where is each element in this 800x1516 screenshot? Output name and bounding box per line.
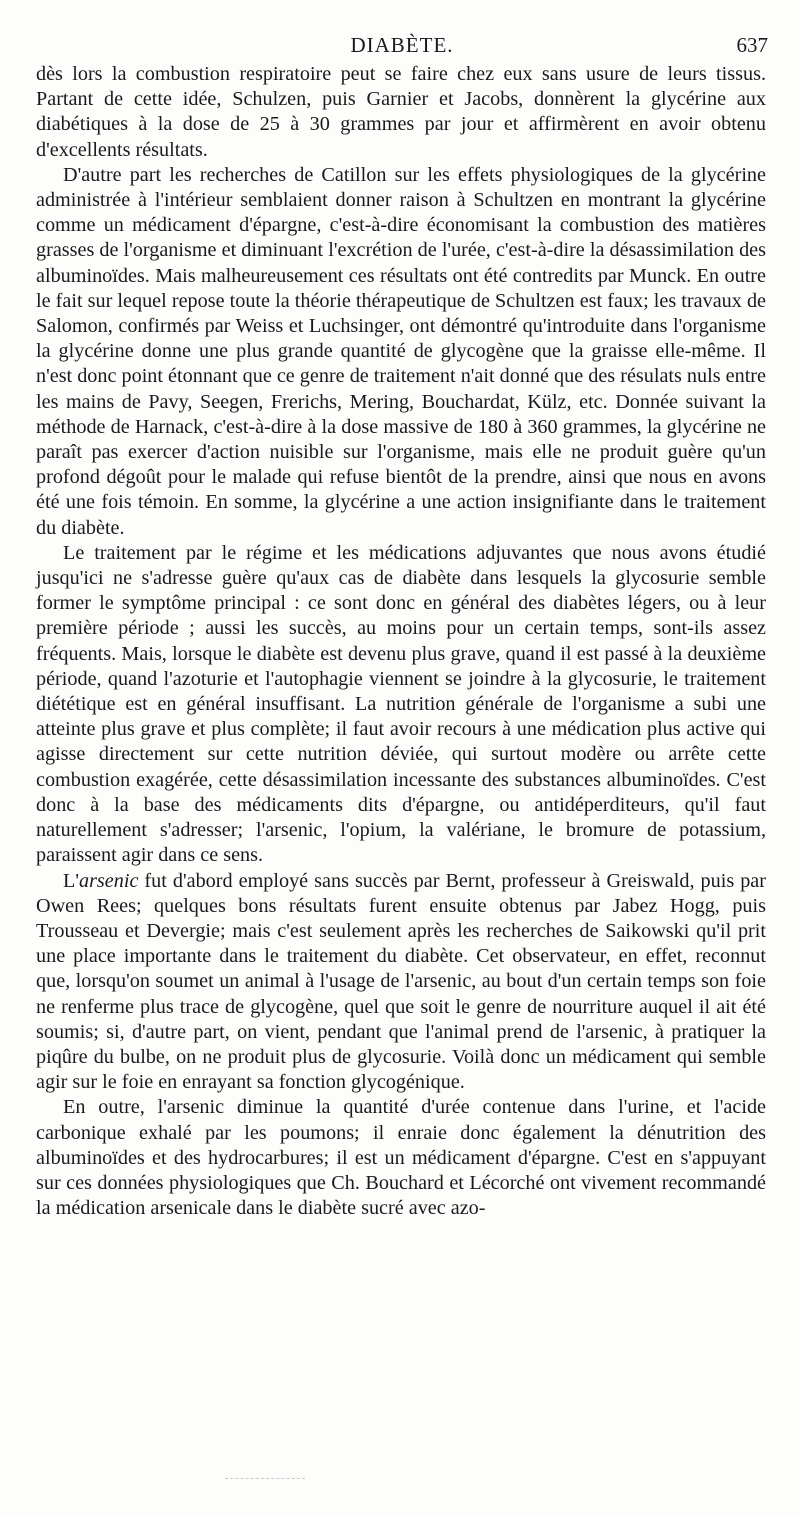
page-number: 637	[736, 33, 768, 57]
paragraph-traitement: Le traitement par le régime et les médications adjuvantes que nous avons étudié jusqu'ici ne s'adresse guère qu'aux cas de diabète dans lesquels la glycosurie semble former le symptôme principal : ce sont donc en général des diabètes légers, ou à leur première période ; aussi les succès, au moins pour un certain temps, sont-ils assez fréquents. Mais, lorsque le diabète est devenu plus grave, quand il est passé à la deuxième période, quand l'azoturie et l'autophagie viennent se joindre à la glycosurie, le traitement diététique est en général insuffisant. La nutrition générale de l'organisme a subi une atteinte plus grave et plus complète; il faut avoir recours à une médication plus active qui agisse directement sur cette nutrition déviée, qui surtout modère ou arrête cette combustion exagérée, cette désassimilation incessante des substances albuminoïdes. C'est donc à la base des médicaments dits d'épargne, ou antidéperditeurs, qu'il faut naturellement s'adresser; l'arsenic, l'opium, la valériane, le bromure de potassium, paraissent agir dans ce sens.	[36, 541, 766, 867]
paragraph-continuation: dès lors la combustion respiratoire peut se faire chez eux sans usure de leurs tissus. Partant de cette idée, Schulzen, puis Garnier et Jacobs, donnèrent la glycérine aux diabétiques à la dose de 25 à 30 grammes par jour et affirmèrent en avoir obtenu d'excellents résultats.	[36, 63, 766, 161]
running-head	[36, 28, 768, 62]
arsenic-text: fut d'abord employé sans succès par Bernt, professeur à Greiswald, puis par Owen Rees; quelques bons résultats furent ensuite obtenus par Jabez Hogg, puis Trousseau et Devergie; mais c'est seulement après les recherches de Saikowski qu'il prit une place importante dans le traitement du diabète. Cet observateur, en effet, reconnut que, lorsqu'on soumet un animal à l'usage de l'arsenic, au bout d'un certain temps son foie ne renferme plus trace de glycogène, quel que soit le genre de nourriture auquel il ait été soumis; si, d'autre part, on vient, pendant que l'animal prend de l'arsenic, à pratiquer la piqûre du bulbe, on ne produit plus de glycosurie. Voilà donc un médicament qui semble agir sur le foie en enrayant sa fonction glycogénique.	[36, 869, 766, 1094]
paragraph-catillon: D'autre part les recherches de Catillon sur les effets physiologiques de la glycérine administrée à l'intérieur semblaient donner raison à Schultzen en montrant la glycérine comme un médicament d'épargne, c'est-à-dire économisant la combustion des matières grasses de l'organisme et diminuant l'excrétion de l'urée, c'est-à-dire la désassimilation des albuminoïdes. Mais malheureusement ces résultats ont été contredits par Munck. En outre le fait sur lequel repose toute la théorie thérapeutique de Schultzen est faux; les travaux de Salomon, confirmés par Weiss et Luchsinger, ont démontré qu'introduite dans l'organisme la glycérine donne une plus grande quantité de glycogène que la graisse elle-même. Il n'est donc point étonnant que ce genre de traitement n'ait donné que des résulats nuls entre les mains de Pavy, Seegen, Frerichs, Mering, Bouchardat, Külz, etc. Donnée suivant la méthode de Harnack, c'est-à-dire à la dose massive de 180 à 360 grammes, la glycérine ne paraît pas exercer d'action nuisible sur l'organisme, mais elle ne produit guère qu'un profond dégoût pour le malade qui refuse bientôt de la prendre, ainsi que nous en avons été une fois témoin. En somme, la glycérine a une action insignifiante dans le traitement du diabète.	[36, 163, 766, 539]
body-text	[36, 62, 766, 1221]
paragraph-arsenic	[36, 869, 766, 1096]
arsenic-lead: L'	[63, 869, 79, 892]
running-title: DIABÈTE.	[350, 33, 454, 57]
arsenic-term: arsenic	[78, 869, 139, 892]
scan-smudge	[225, 1478, 305, 1481]
paragraph-en-outre: En outre, l'arsenic diminue la quantité d'urée contenue dans l'urine, et l'acide carbonique exhalé par les poumons; il enraie donc également la dénutrition des albuminoïdes et des hydrocarbures; il est un médicament d'épargne. C'est en s'appuyant sur ces données physiologiques que Ch. Bouchard et Lécorché ont vivement recommandé la médication arsenicale dans le diabète sucré avec azo-	[36, 1096, 766, 1220]
